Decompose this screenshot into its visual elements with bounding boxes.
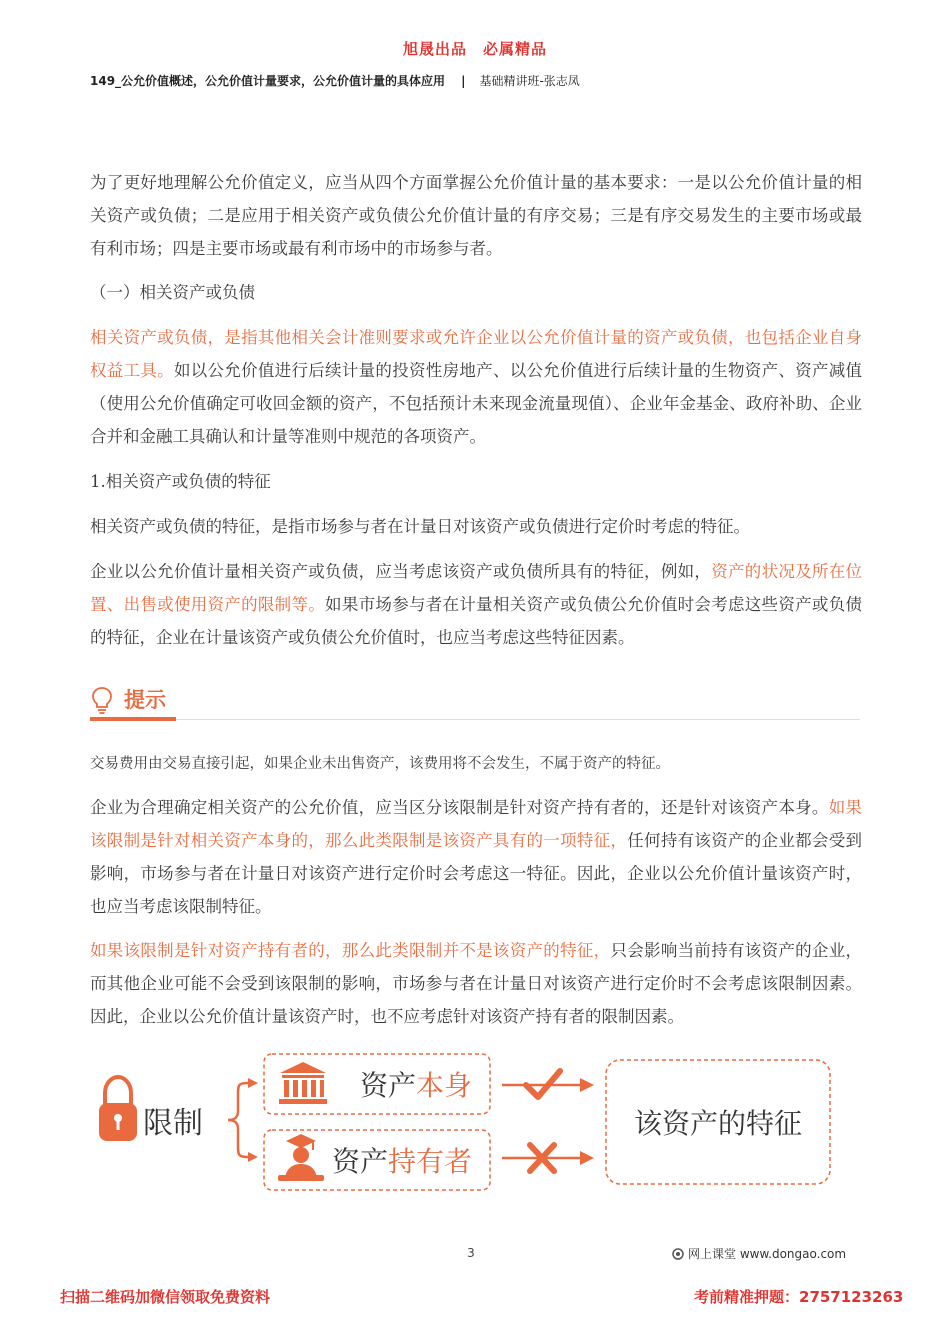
restriction-text-b: 任何持有该资产的企业都会受到影响，市场参与者在计量日对该资产进行定价时会考虑这一特征。因此，企业以公允价值计量该资产时，也应当考虑该限制特征。 <box>90 831 863 916</box>
branch-brace <box>228 1083 248 1157</box>
subsection-heading: 1.相关资产或负债的特征 <box>90 472 271 491</box>
course-name: 基础精讲班-张志凤 <box>479 74 580 88</box>
restriction-highlight: 如果该限制是针对相关资产本身的，那么此类限制是该资产具有的一项特征， <box>90 798 863 850</box>
holder-paragraph <box>90 934 862 1033</box>
tip-title: 提示 <box>124 688 166 712</box>
header-separator: | <box>461 74 466 88</box>
brand-slogan: 旭晟出品 必属精品 <box>402 40 547 58</box>
branch-arrow-top <box>248 1078 258 1088</box>
exam-promo: 考前精准押题：2757123263 <box>694 1288 904 1306</box>
asset-holder-label <box>332 1145 472 1178</box>
site-footer <box>672 1245 846 1262</box>
arrow-head-top <box>580 1078 594 1092</box>
lesson-title: 149_公允价值概述，公允价值计量要求，公允价值计量的具体应用 <box>90 74 446 88</box>
definition-highlight: 相关资产或负债，是指其他相关会计准则要求或允许企业以公允价值计量的资产或负债，也包括企业自身权益工具。 <box>90 328 862 380</box>
arrow-head-bottom <box>580 1151 594 1165</box>
result-label: 该资产的特征 <box>633 1107 803 1140</box>
feature-paragraph <box>90 555 862 654</box>
lightbulb-icon <box>91 686 113 714</box>
branch-arrow-bottom <box>248 1152 258 1162</box>
definition-rest: 如以公允价值进行后续计量的投资性房地产、以公允价值进行后续计量的生物资产、资产减值（使用公允价值确定可收回金额的资产，不包括预计未来现金流量现值）、企业年金基金、政府补助、企业合并和金融工具确认和计量等准则中规范的各项资产。 <box>90 361 863 446</box>
definition-paragraph <box>90 321 862 453</box>
tip-divider <box>176 719 860 720</box>
lock-icon <box>99 1077 137 1141</box>
asset-itself-label <box>360 1069 472 1102</box>
qr-promo: 扫描二维码加微信领取免费资料 <box>60 1288 271 1306</box>
intro-paragraph: 为了更好地理解公允价值定义，应当从四个方面掌握公允价值计量的基本要求：一是以公允价值计量的相关资产或负债；二是应用于相关资产或负债公允价值计量的有序交易；三是有序交易发生的主要市场或最有利市场；四是主要市场或最有利市场中的市场参与者。 <box>90 173 862 258</box>
running-header <box>90 72 580 89</box>
asset-itself-suffix: 本身 <box>416 1069 473 1102</box>
holder-person-icon <box>278 1134 324 1181</box>
bank-icon <box>279 1062 327 1104</box>
site-url: 网上课堂 www.dongao.com <box>688 1247 847 1261</box>
feature-definition: 相关资产或负债的特征，是指市场参与者在计量日对该资产或负债进行定价时考虑的特征。 <box>90 517 750 536</box>
holder-text: 只会影响当前持有该资产的企业，而其他企业可能不会受到该限制的影响，市场参与者在计量日对该资产进行定价时不会考虑该限制因素。因此，企业以公允价值计量该资产时，也不应考虑针对该资产持有者的限制因素。 <box>90 941 863 1026</box>
feature-text-a: 企业以公允价值计量相关资产或负债，应当考虑该资产或负债所具有的特征，例如， <box>90 562 712 581</box>
tip-note: 交易费用由交易直接引起，如果企业未出售资产，该费用将不会发生，不属于资产的特征。 <box>90 756 670 772</box>
dongao-logo-icon <box>672 1248 684 1260</box>
restriction-text-a: 企业为合理确定相关资产的公允价值，应当区分该限制是针对资产持有者的，还是针对该资产本身。 <box>90 798 829 817</box>
asset-holder-prefix: 资产 <box>332 1145 389 1178</box>
holder-highlight: 如果该限制是针对资产持有者的，那么此类限制并不是该资产的特征， <box>90 941 611 960</box>
asset-itself-prefix: 资产 <box>360 1069 417 1102</box>
feature-highlight: 资产的状况及所在位置、出售或使用资产的限制等。 <box>90 562 863 614</box>
page-number: 3 <box>467 1246 475 1260</box>
restriction-diagram <box>90 1045 850 1205</box>
asset-holder-suffix: 持有者 <box>388 1145 473 1178</box>
section-heading: （一）相关资产或负债 <box>90 283 255 302</box>
restriction-paragraph <box>90 791 862 923</box>
feature-text-b: 如果市场参与者在计量相关资产或负债公允价值时会考虑这些资产或负债的特征，企业在计量该资产或负债公允价值时，也应当考虑这些特征因素。 <box>90 595 863 647</box>
diagram-left-label: 限制 <box>143 1106 203 1141</box>
tip-underline <box>90 717 176 721</box>
